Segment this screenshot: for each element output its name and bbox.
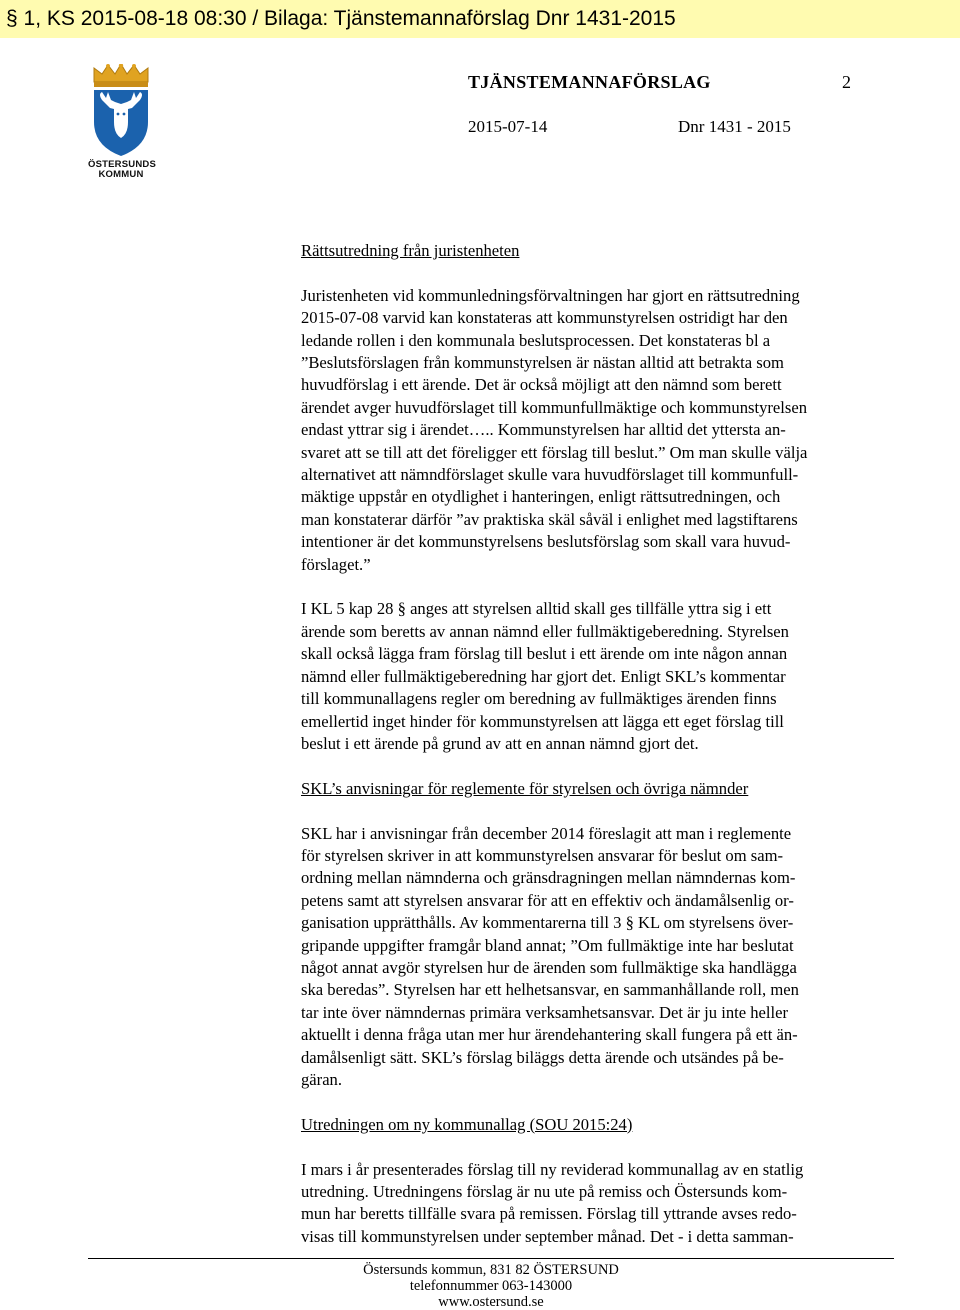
text-line: petens samt att styrelsen ansvarar för att en effektiv och ändamålsenlig or- bbox=[301, 890, 794, 910]
text-line: mäktige uppstår en otydlighet i hanteringen, enligt rättsutredningen, och bbox=[301, 487, 781, 507]
text-line: man konstaterar därför ”av praktiska skäl såväl i enlighet med lagstiftarens bbox=[301, 509, 798, 529]
paragraph bbox=[301, 1159, 901, 1249]
text-line: gripande uppgifter framgår bland annat; ”Om fullmäktige inte har beslutat bbox=[301, 935, 794, 955]
paragraph bbox=[301, 598, 901, 755]
text-line: tar inte över nämndernas primära verksamhetsansvar. Det är ju inte heller bbox=[301, 1002, 789, 1022]
text-line: ärende som beretts av annan nämnd eller fullmäktigeberedning. Styrelsen bbox=[301, 621, 789, 641]
text-line: ”Beslutsförslagen från kommunstyrelsen är nästan alltid att betrakta som bbox=[301, 353, 784, 373]
text-line: svaret att se till att det föreligger ett förslag till beslut.” Om man skulle välja bbox=[301, 442, 808, 462]
text-line: 2015-07-08 varvid kan konstateras att kommunstyrelsen ostridigt har den bbox=[301, 308, 788, 328]
text-line: SKL har i anvisningar från december 2014 föreslagit att man i reglemente bbox=[301, 823, 792, 843]
text-line: ledande rollen i den kommunala beslutsprocessen. Det konstateras bl a bbox=[301, 330, 771, 350]
page-number: 2 bbox=[842, 72, 851, 92]
text-line: emellertid inget hinder för kommunstyrelsen att lägga ett eget förslag till bbox=[301, 711, 784, 731]
text-line: till kommunallagens regler om beredning av fullmäktiges ärenden finns bbox=[301, 689, 777, 709]
text-line: något annat avgör styrelsen hur de ärenden som fullmäktige ska handlägga bbox=[301, 957, 797, 977]
document-type: TJÄNSTEMANNAFÖRSLAG bbox=[468, 72, 711, 92]
footer-phone: telefonnummer 063-143000 bbox=[409, 1278, 573, 1294]
text-line: utredning. Utredningens förslag är nu ute på remiss och Östersunds kom- bbox=[301, 1181, 788, 1201]
paragraph bbox=[301, 823, 901, 1092]
text-line: beslut i ett ärende på grund av att en annan nämnd gjort det. bbox=[301, 733, 699, 753]
text-line: visas till kommunstyrelsen under september månad. Det - i detta samman- bbox=[301, 1226, 794, 1246]
text-line: I mars i år presenterades förslag till ny reviderad kommunallag av en statlig bbox=[301, 1159, 804, 1179]
footer-address: Östersunds kommun, 831 82 ÖSTERSUND bbox=[363, 1262, 619, 1278]
text-line: ska beredas”. Styrelsen har ett helhetsansvar, en sammanhållande roll, men bbox=[301, 980, 799, 1000]
section-heading: Utredningen om ny kommunallag (SOU 2015:24) bbox=[301, 1114, 633, 1134]
text-line: skall också lägga fram förslag till beslut i ett ärende om inte någon annan bbox=[301, 644, 788, 664]
footer-website: www.ostersund.se bbox=[438, 1294, 544, 1310]
text-line: damålsenligt sätt. SKL’s förslag biläggs detta ärende och utsändes på be- bbox=[301, 1047, 784, 1067]
text-line: mun har beretts tillfälle svara på remissen. Förslag till yttrande avses redo- bbox=[301, 1204, 797, 1224]
text-line: gäran. bbox=[301, 1069, 342, 1089]
text-line: ordning mellan nämnderna och gränsdragningen mellan nämndernas kom- bbox=[301, 868, 796, 888]
text-line: ärendet avger huvudförslaget till kommunfullmäktige och kommunstyrelsen bbox=[301, 397, 807, 417]
text-line: för styrelsen skriver in att kommunstyrelsen ansvarar för beslut om sam- bbox=[301, 845, 784, 865]
paragraph bbox=[301, 285, 901, 576]
banner-text: § 1, KS 2015-08-18 08:30 / Bilaga: Tjänstemannaförslag Dnr 1431-2015 bbox=[6, 7, 676, 30]
text-line: intentioner är det kommunstyrelsens beslutsförslag som skall vara huvud- bbox=[301, 532, 791, 552]
text-line: ganisation upprätthålls. Av kommentarerna till 3 § KL om styrelsens över- bbox=[301, 913, 794, 933]
section-heading: SKL’s anvisningar för reglemente för styrelsen och övriga nämnder bbox=[301, 778, 749, 798]
footer-divider bbox=[88, 1258, 894, 1259]
logo-line-1: ÖSTERSUNDS bbox=[88, 159, 156, 170]
document-date: 2015-07-14 bbox=[468, 117, 548, 136]
logo-wordmark bbox=[88, 160, 154, 180]
text-line: nämnd eller fullmäktigeberedning har gjort det. Enligt SKL’s kommentar bbox=[301, 666, 786, 686]
text-line: I KL 5 kap 28 § anges att styrelsen alltid skall ges tillfälle yttra sig i ett bbox=[301, 599, 772, 619]
text-line: förslaget.” bbox=[301, 554, 371, 574]
attachment-banner bbox=[0, 0, 960, 38]
text-line: aktuellt i denna fråga utan mer hur ärendehantering skall fungera på ett än- bbox=[301, 1025, 798, 1045]
diary-number: Dnr 1431 - 2015 bbox=[678, 117, 791, 136]
text-line: Juristenheten vid kommunledningsförvaltningen har gjort en rättsutredning bbox=[301, 285, 800, 305]
document-body bbox=[301, 240, 901, 1271]
text-line: endast yttrar sig i ärendet….. Kommunstyrelsen har alltid det yttersta an- bbox=[301, 420, 786, 440]
text-line: huvudförslag i ett ärende. Det är också möjligt att den nämnd som berett bbox=[301, 375, 782, 395]
ostersunds-kommun-logo bbox=[88, 64, 154, 180]
page-footer bbox=[0, 1262, 960, 1310]
coat-of-arms-icon bbox=[88, 64, 154, 156]
logo-line-2: KOMMUN bbox=[98, 169, 144, 180]
section-heading: Rättsutredning från juristenheten bbox=[301, 241, 520, 260]
text-line: alternativet att nämndförslaget skulle vara huvudförslaget till kommunfull- bbox=[301, 465, 799, 485]
